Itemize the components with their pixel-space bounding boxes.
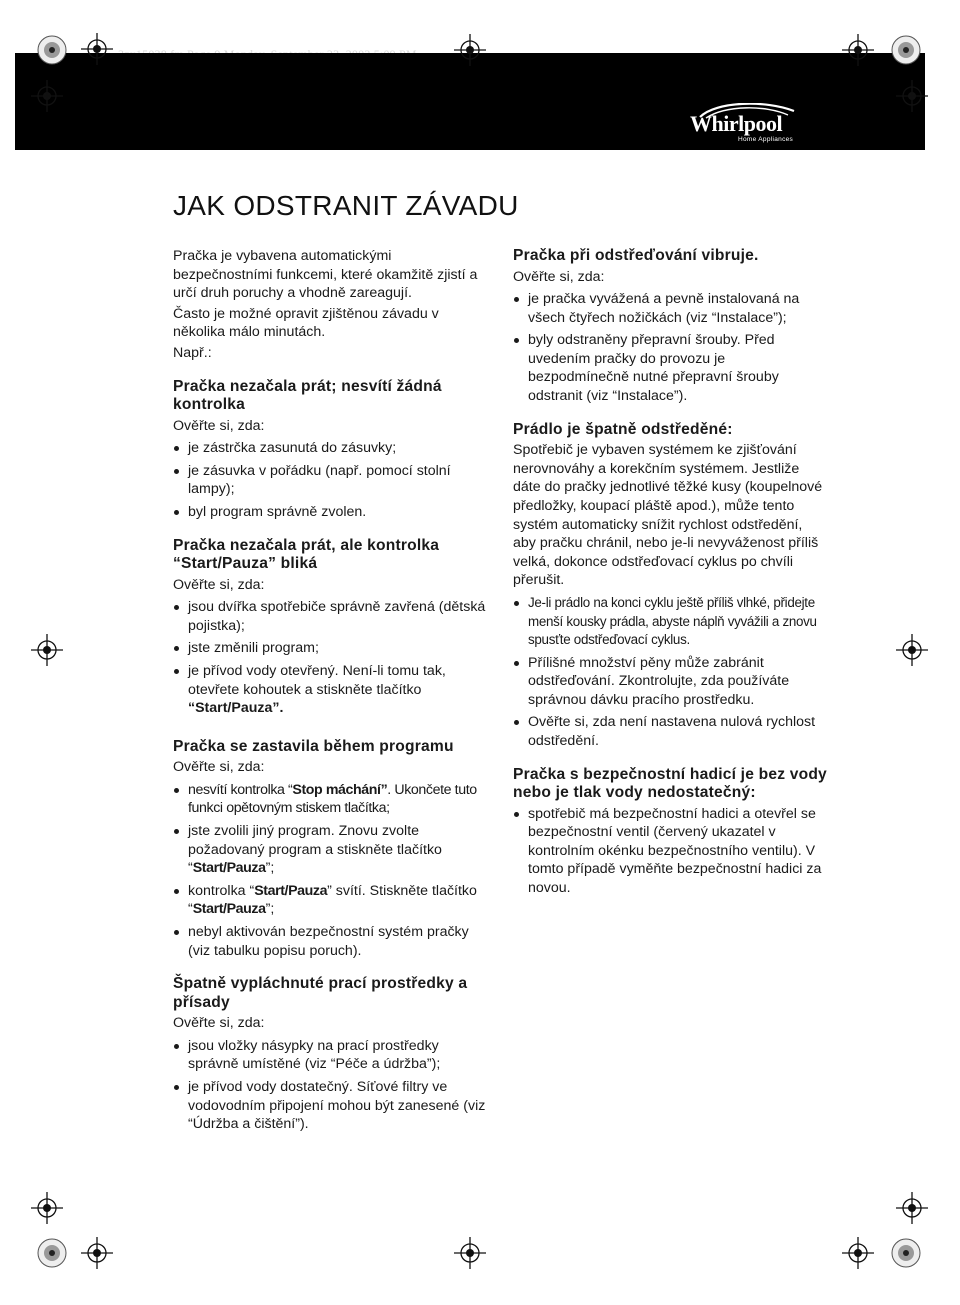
section-heading: Pračka nezačala prát, ale kontrolka “Start/Pauza” bliká — [173, 536, 440, 573]
section-heading: Pračka s bezpečnostní hadicí je bez vody nebo je tlak vody nedostatečný: — [513, 765, 827, 802]
list-item: nebyl aktivován bezpečnostní systém pračky (viz tabulku popisu poruch). — [173, 923, 493, 960]
brand-name: Whirlpool — [690, 111, 783, 136]
section-heading: Prádlo je špatně odstředěné: — [513, 420, 733, 438]
page-title: JAK ODSTRANIT ZÁVADU — [173, 190, 519, 221]
item-text: kontrolka “ — [188, 882, 255, 899]
button-name: Start/Pauza — [192, 860, 266, 877]
button-name: “Start/Pauza”. — [188, 700, 284, 717]
button-name: Stop máchání” — [292, 781, 388, 798]
list-item: Je-li prádlo na konci cyklu ještě příliš vlhké, přidejte menší kousky prádla, abyste náplň vyvážili a znovu spusťte odstřeďovací cyklus. — [513, 594, 828, 650]
section-body: Spotřebič je vybaven systémem ke zjišťování nerovnováhy a korekčním systémem. Jestliže dáte do pračky jednotlivé těžké kusy (koupelnové předložky, koupací pláště apod.), může tento systém automaticky snížit rychlost odstředění, aby pračku chránil, nebo je-li nevyváženost příliš velká, dokonce odstřeďovací cyklus po chvíli přerušit. — [513, 442, 823, 589]
section-heading: Pračka nezačala prát; nesvítí žádná kontrolka — [173, 377, 442, 414]
checklist — [513, 594, 828, 751]
section-heading: Pračka se zastavila během programu — [173, 737, 454, 755]
list-item — [173, 882, 493, 919]
right-column — [513, 247, 828, 902]
list-item: je zásuvka v pořádku (např. pomocí stolní lampy); — [173, 462, 493, 499]
list-item — [173, 822, 493, 878]
list-item: jsou dvířka spotřebiče správně zavřená (dětská pojistka); — [173, 598, 493, 635]
list-item — [173, 781, 493, 818]
section-heading: Pračka při odstřeďování vibruje. — [513, 247, 759, 264]
item-text: jste zvolili jiný program. Znovu zvolte požadovaný program a stiskněte tlačítko “ — [188, 822, 442, 877]
check-label: Ověřte si, zda: — [173, 576, 265, 593]
checklist — [173, 781, 493, 960]
check-label: Ověřte si, zda: — [513, 268, 605, 285]
check-label: Ověřte si, zda: — [173, 1015, 265, 1032]
list-item: Přílišné množství pěny může zabránit odstřeďování. Zkontrolujte, zda používáte správnou dávku pracího prostředku. — [513, 654, 828, 710]
list-item: jsou vložky násypky na prací prostředky správně umístěné (viz “Péče a údržba”); — [173, 1037, 493, 1074]
intro-paragraph: Často je možné opravit zjištěnou závadu v několika málo minutách. — [173, 305, 439, 341]
list-item: jste změnili program; — [173, 639, 493, 658]
check-label: Ověřte si, zda: — [173, 417, 265, 434]
checklist — [173, 598, 493, 718]
item-text: ”; — [265, 901, 275, 918]
item-text: nesvítí kontrolka “ — [188, 781, 293, 798]
list-item: je pračka vyvážená a pevně instalovaná na všech čtyřech nožičkách (viz “Instalace”); — [513, 290, 828, 327]
checklist — [173, 439, 493, 521]
item-text: ” svítí. Stiskněte tlačítko “ — [188, 882, 477, 918]
list-item — [173, 662, 493, 718]
button-name: Start/Pauza — [192, 901, 266, 918]
checklist — [173, 1037, 493, 1134]
item-text: ”; — [265, 860, 275, 877]
left-column — [173, 247, 493, 1138]
item-text: je přívod vody otevřený. Není-li tomu tak, otevřete kohoutek a stiskněte tlačítko — [188, 662, 446, 698]
intro-paragraph: Např.: — [173, 344, 212, 361]
list-item: byly odstraněny přepravní šrouby. Před uvedením pračky do provozu je bezpodmínečně nutné přepravní šrouby odstranit (viz “Instalace”). — [513, 331, 828, 405]
checklist — [513, 805, 828, 898]
section-heading: Špatně vypláchnuté prací prostředky a přísady — [173, 975, 468, 1011]
button-name: Start/Pauza — [254, 882, 328, 899]
list-item: spotřebič má bezpečnostní hadici a otevřel se bezpečnostní ventil (červený ukazatel v kontrolním okénku bezpečnostního ventilu). V tomto případě vyměňte bezpečnostní hadici za novou. — [513, 805, 828, 898]
checklist — [513, 290, 828, 406]
list-item: byl program správně zvolen. — [173, 503, 493, 522]
brand-subtitle: Home Appliances — [738, 136, 794, 143]
list-item: je přívod vody dostatečný. Síťové filtry ve vodovodním připojení mohou být zanesené (viz “Údržba a čištění”). — [173, 1078, 493, 1134]
check-label: Ověřte si, zda: — [173, 759, 265, 776]
list-item: je zástrčka zasunutá do zásuvky; — [173, 439, 493, 458]
intro-paragraph: Pračka je vybavena automatickými bezpečnostními funkcemi, které okamžitě zjistí a určí druh poruchy a vhodně zareagují. — [173, 248, 478, 302]
item-text: . Ukončete tuto funkci opětovným stiskem tlačítka; — [188, 781, 477, 817]
list-item: Ověřte si, zda není nastavena nulová rychlost odstředění. — [513, 713, 828, 750]
